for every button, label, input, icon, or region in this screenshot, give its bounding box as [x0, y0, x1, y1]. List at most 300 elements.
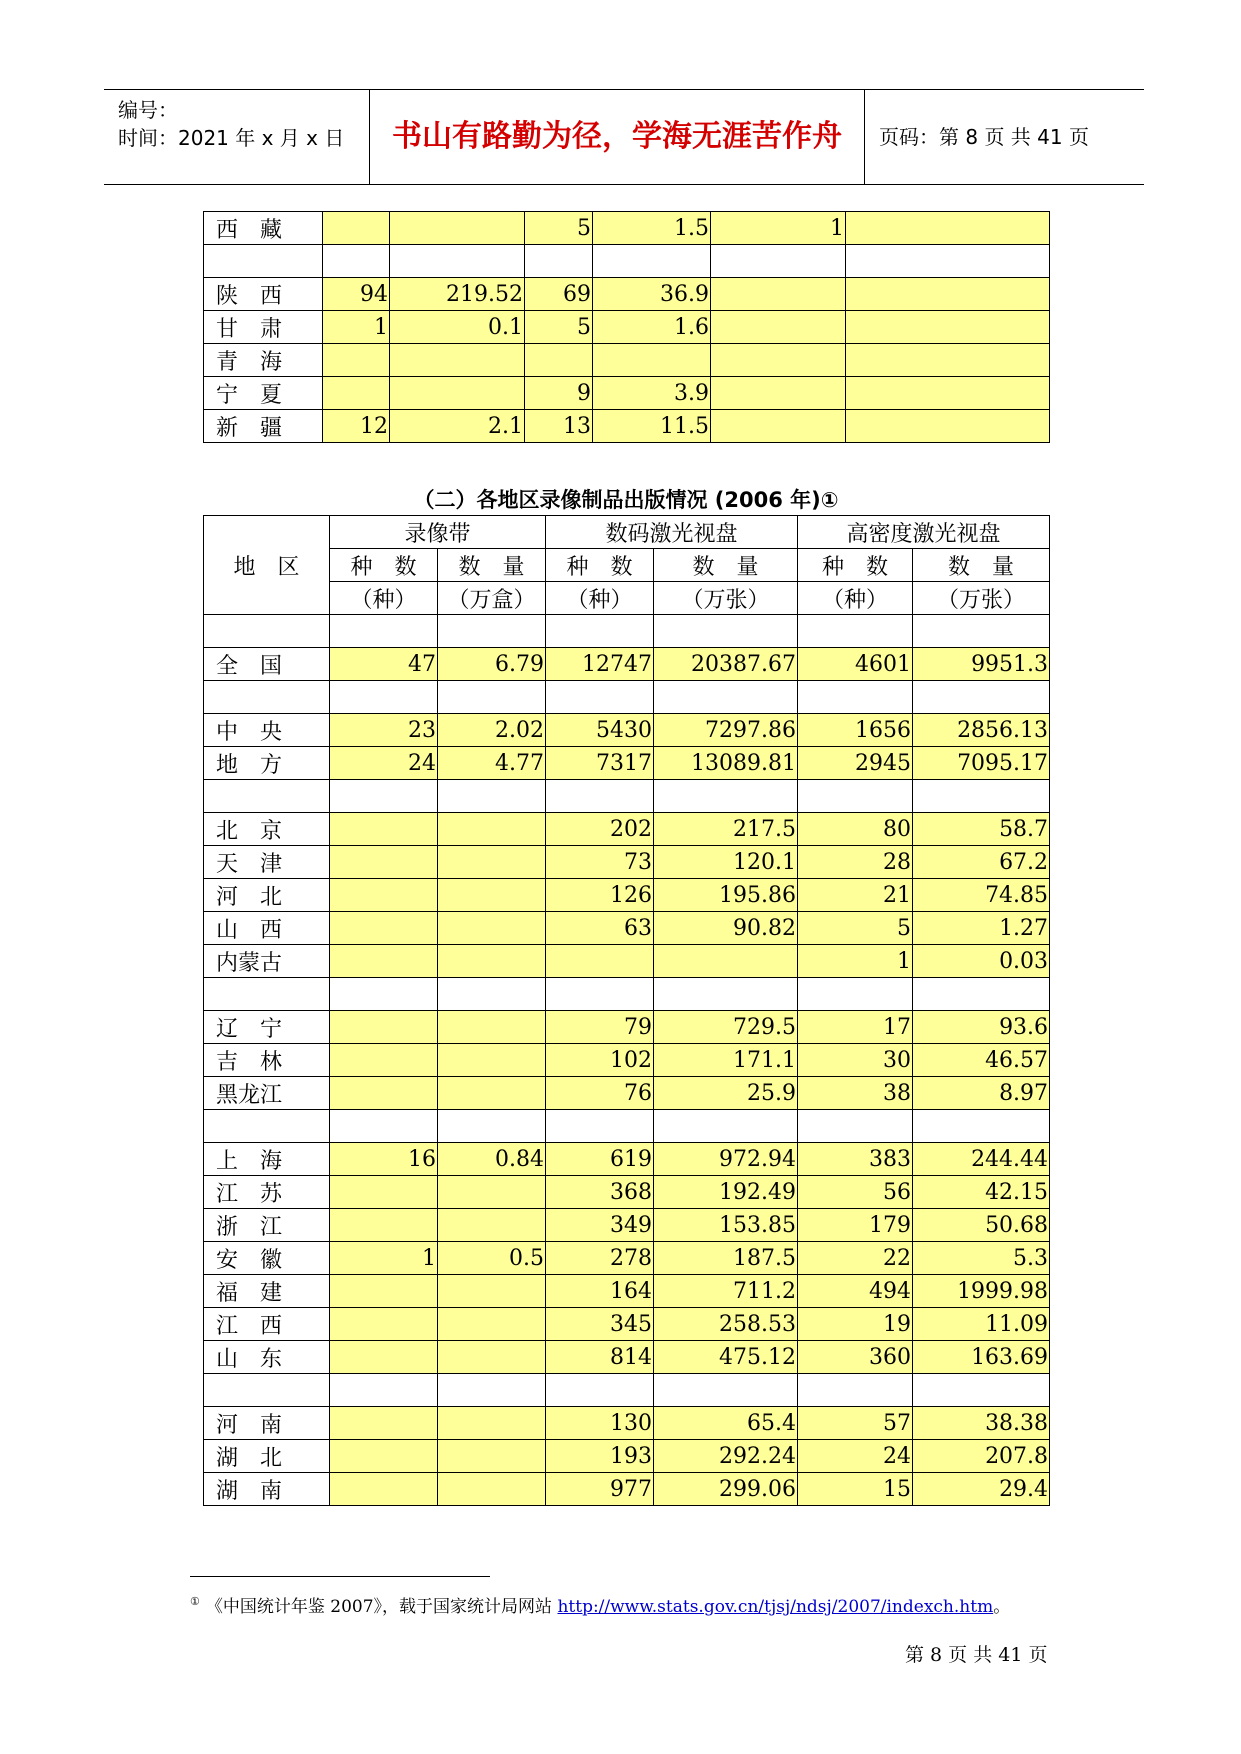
- value-cell: [654, 1110, 798, 1143]
- region-cell: 安 徽: [204, 1242, 330, 1275]
- value-cell: 814: [546, 1341, 654, 1374]
- footnote-tail: 。: [993, 1597, 1011, 1617]
- table-row: [204, 311, 1050, 344]
- value-cell: 2945: [798, 747, 913, 780]
- value-cell: [546, 615, 654, 648]
- region-cell: 全 国: [204, 648, 330, 681]
- value-cell: [525, 344, 593, 377]
- value-cell: 1656: [798, 714, 913, 747]
- value-cell: [798, 681, 913, 714]
- value-cell: [846, 410, 1050, 443]
- value-cell: [438, 1440, 546, 1473]
- value-cell: 24: [330, 747, 438, 780]
- table-row: [204, 1110, 1050, 1143]
- region-cell: [204, 780, 330, 813]
- value-cell: 7297.86: [654, 714, 798, 747]
- value-cell: 3.9: [593, 377, 711, 410]
- value-cell: 1: [330, 1242, 438, 1275]
- unit-header: （种）: [546, 582, 654, 615]
- value-cell: [798, 1110, 913, 1143]
- value-cell: 38.38: [913, 1407, 1050, 1440]
- footnote: [190, 1592, 1010, 1617]
- table-row: [204, 1407, 1050, 1440]
- group-header: 数码激光视盘: [546, 516, 798, 549]
- unit-header: （种）: [798, 582, 913, 615]
- value-cell: 13: [525, 410, 593, 443]
- value-cell: 57: [798, 1407, 913, 1440]
- region-cell: [204, 978, 330, 1011]
- value-cell: [438, 978, 546, 1011]
- value-cell: [330, 1440, 438, 1473]
- value-cell: 6.79: [438, 648, 546, 681]
- table-row: [204, 648, 1050, 681]
- value-cell: 7317: [546, 747, 654, 780]
- value-cell: [330, 615, 438, 648]
- value-cell: 164: [546, 1275, 654, 1308]
- value-cell: 1: [798, 945, 913, 978]
- page-footer: 第 8 页 共 41 页: [905, 1644, 1048, 1666]
- value-cell: 7095.17: [913, 747, 1050, 780]
- region-cell: 湖 南: [204, 1473, 330, 1506]
- value-cell: 711.2: [654, 1275, 798, 1308]
- value-cell: 56: [798, 1176, 913, 1209]
- region-cell: 福 建: [204, 1275, 330, 1308]
- group-header: 录像带: [330, 516, 546, 549]
- value-cell: [546, 1374, 654, 1407]
- value-cell: [330, 1176, 438, 1209]
- value-cell: 278: [546, 1242, 654, 1275]
- value-cell: 24: [798, 1440, 913, 1473]
- value-cell: [546, 945, 654, 978]
- region-cell: 中 央: [204, 714, 330, 747]
- table-row: [204, 278, 1050, 311]
- region-cell: 江 西: [204, 1308, 330, 1341]
- table-row: [204, 1308, 1050, 1341]
- table-row: [204, 1209, 1050, 1242]
- value-cell: [330, 1407, 438, 1440]
- region-cell: 西 藏: [204, 212, 323, 245]
- region-cell: 吉 林: [204, 1044, 330, 1077]
- value-cell: [438, 1110, 546, 1143]
- value-cell: 22: [798, 1242, 913, 1275]
- value-cell: 349: [546, 1209, 654, 1242]
- table-row: [204, 1044, 1050, 1077]
- region-cell: 山 东: [204, 1341, 330, 1374]
- value-cell: [913, 1110, 1050, 1143]
- table-row: [204, 1440, 1050, 1473]
- table-row: [204, 212, 1050, 245]
- value-cell: [330, 846, 438, 879]
- value-cell: 345: [546, 1308, 654, 1341]
- footnote-divider: [190, 1576, 490, 1577]
- region-cell: 山 西: [204, 912, 330, 945]
- value-cell: 76: [546, 1077, 654, 1110]
- value-cell: [546, 681, 654, 714]
- region-cell: [204, 1110, 330, 1143]
- value-cell: 258.53: [654, 1308, 798, 1341]
- value-cell: 58.7: [913, 813, 1050, 846]
- value-cell: 16: [330, 1143, 438, 1176]
- value-cell: [438, 780, 546, 813]
- value-cell: [438, 945, 546, 978]
- value-cell: [438, 813, 546, 846]
- region-cell: [204, 681, 330, 714]
- value-cell: 73: [546, 846, 654, 879]
- value-cell: 153.85: [654, 1209, 798, 1242]
- table-row: [204, 879, 1050, 912]
- value-cell: [525, 245, 593, 278]
- value-cell: [846, 212, 1050, 245]
- value-cell: 0.1: [390, 311, 525, 344]
- value-cell: 163.69: [913, 1341, 1050, 1374]
- value-cell: [798, 615, 913, 648]
- table-row: [204, 978, 1050, 1011]
- value-cell: 47: [330, 648, 438, 681]
- value-cell: 1999.98: [913, 1275, 1050, 1308]
- value-cell: 1.27: [913, 912, 1050, 945]
- value-cell: [330, 1209, 438, 1242]
- value-cell: 120.1: [654, 846, 798, 879]
- footnote-link[interactable]: http://www.stats.gov.cn/tjsj/ndsj/2007/indexch.htm: [557, 1597, 994, 1617]
- region-cell: [204, 1374, 330, 1407]
- value-cell: [798, 780, 913, 813]
- value-cell: [846, 278, 1050, 311]
- value-cell: 42.15: [913, 1176, 1050, 1209]
- value-cell: 5.3: [913, 1242, 1050, 1275]
- region-cell: 黑龙江: [204, 1077, 330, 1110]
- table-row: [204, 1077, 1050, 1110]
- value-cell: 972.94: [654, 1143, 798, 1176]
- value-cell: 36.9: [593, 278, 711, 311]
- region-cell: 地 方: [204, 747, 330, 780]
- value-cell: [390, 377, 525, 410]
- value-cell: 67.2: [913, 846, 1050, 879]
- value-cell: 38: [798, 1077, 913, 1110]
- value-cell: 195.86: [654, 879, 798, 912]
- value-cell: 193: [546, 1440, 654, 1473]
- value-cell: [323, 377, 390, 410]
- value-cell: 729.5: [654, 1011, 798, 1044]
- value-cell: 1: [323, 311, 390, 344]
- value-cell: 2.1: [390, 410, 525, 443]
- value-cell: [330, 1077, 438, 1110]
- unit-header: （种）: [330, 582, 438, 615]
- table-row: [204, 813, 1050, 846]
- region-cell: 内蒙古: [204, 945, 330, 978]
- value-cell: [913, 1374, 1050, 1407]
- value-cell: [593, 245, 711, 278]
- table-row: [204, 1374, 1050, 1407]
- region-cell: 上 海: [204, 1143, 330, 1176]
- value-cell: 30: [798, 1044, 913, 1077]
- value-cell: 8.97: [913, 1077, 1050, 1110]
- value-cell: [846, 377, 1050, 410]
- value-cell: [798, 978, 913, 1011]
- value-cell: 5: [798, 912, 913, 945]
- table-row: [204, 615, 1050, 648]
- region-cell: 辽 宁: [204, 1011, 330, 1044]
- value-cell: [390, 344, 525, 377]
- value-cell: [330, 1275, 438, 1308]
- value-cell: 74.85: [913, 879, 1050, 912]
- value-cell: [330, 1374, 438, 1407]
- value-cell: 93.6: [913, 1011, 1050, 1044]
- value-cell: 187.5: [654, 1242, 798, 1275]
- region-header: 地 区: [204, 516, 330, 615]
- value-cell: 179: [798, 1209, 913, 1242]
- region-cell: 浙 江: [204, 1209, 330, 1242]
- value-cell: 383: [798, 1143, 913, 1176]
- value-cell: 9: [525, 377, 593, 410]
- value-cell: 1: [711, 212, 846, 245]
- value-cell: 65.4: [654, 1407, 798, 1440]
- value-cell: 4.77: [438, 747, 546, 780]
- value-cell: [438, 1044, 546, 1077]
- region-cell: 宁 夏: [204, 377, 323, 410]
- table-row: [204, 681, 1050, 714]
- value-cell: [438, 1308, 546, 1341]
- value-cell: [654, 1374, 798, 1407]
- table-row: [204, 912, 1050, 945]
- value-cell: 11.5: [593, 410, 711, 443]
- value-cell: 126: [546, 879, 654, 912]
- value-cell: 1.5: [593, 212, 711, 245]
- footnote-text: 《中国统计年鉴 2007》，载于国家统计局网站: [205, 1597, 558, 1617]
- value-cell: [654, 681, 798, 714]
- time-label: 时间：2021 年 x 月 x 日: [118, 126, 345, 150]
- value-cell: [323, 344, 390, 377]
- region-cell: 河 北: [204, 879, 330, 912]
- value-cell: [323, 212, 390, 245]
- value-cell: [654, 978, 798, 1011]
- table-row: [204, 1011, 1050, 1044]
- table-regions-continued: [203, 211, 1050, 443]
- value-cell: 69: [525, 278, 593, 311]
- value-cell: [330, 813, 438, 846]
- region-cell: 江 苏: [204, 1176, 330, 1209]
- region-cell: [204, 245, 323, 278]
- table-row: [204, 945, 1050, 978]
- value-cell: [913, 978, 1050, 1011]
- value-cell: 4601: [798, 648, 913, 681]
- value-cell: [913, 615, 1050, 648]
- value-cell: [846, 311, 1050, 344]
- group-header: 高密度激光视盘: [798, 516, 1050, 549]
- value-cell: [438, 1011, 546, 1044]
- value-cell: 619: [546, 1143, 654, 1176]
- value-cell: 219.52: [390, 278, 525, 311]
- value-cell: [711, 377, 846, 410]
- value-cell: 368: [546, 1176, 654, 1209]
- region-cell: 河 南: [204, 1407, 330, 1440]
- value-cell: [711, 410, 846, 443]
- value-cell: 11.09: [913, 1308, 1050, 1341]
- region-cell: 甘 肃: [204, 311, 323, 344]
- value-cell: 475.12: [654, 1341, 798, 1374]
- value-cell: 1.6: [593, 311, 711, 344]
- value-cell: [546, 1110, 654, 1143]
- value-cell: 94: [323, 278, 390, 311]
- value-cell: [438, 615, 546, 648]
- table-row: [204, 1176, 1050, 1209]
- value-cell: 977: [546, 1473, 654, 1506]
- value-cell: [593, 344, 711, 377]
- value-cell: 202: [546, 813, 654, 846]
- value-cell: [438, 912, 546, 945]
- value-cell: 360: [798, 1341, 913, 1374]
- value-cell: [438, 1473, 546, 1506]
- value-cell: 12747: [546, 648, 654, 681]
- value-cell: [846, 344, 1050, 377]
- value-cell: [438, 1275, 546, 1308]
- sub-header: 种 数: [798, 549, 913, 582]
- value-cell: [913, 780, 1050, 813]
- value-cell: 15: [798, 1473, 913, 1506]
- value-cell: 0.5: [438, 1242, 546, 1275]
- table-row: [204, 410, 1050, 443]
- sub-header: 数 量: [913, 549, 1050, 582]
- value-cell: 0.03: [913, 945, 1050, 978]
- header-motto: 书山有路勤为径，学海无涯苦作舟: [369, 90, 865, 184]
- header-page-label: 页码：第 8 页 共 41 页: [879, 125, 1089, 149]
- value-cell: [438, 1407, 546, 1440]
- table-row: [204, 344, 1050, 377]
- value-cell: [330, 978, 438, 1011]
- unit-header: （万张）: [913, 582, 1050, 615]
- value-cell: [390, 212, 525, 245]
- table-row: [204, 780, 1050, 813]
- value-cell: [438, 1374, 546, 1407]
- value-cell: [913, 681, 1050, 714]
- sub-header: 数 量: [654, 549, 798, 582]
- value-cell: [438, 1077, 546, 1110]
- value-cell: 299.06: [654, 1473, 798, 1506]
- value-cell: [330, 681, 438, 714]
- value-cell: [654, 945, 798, 978]
- unit-header: （万张）: [654, 582, 798, 615]
- value-cell: 130: [546, 1407, 654, 1440]
- sub-header: 种 数: [330, 549, 438, 582]
- value-cell: [330, 1110, 438, 1143]
- value-cell: [438, 846, 546, 879]
- page-header: [104, 89, 1144, 185]
- value-cell: 25.9: [654, 1077, 798, 1110]
- value-cell: [711, 278, 846, 311]
- footnote-marker: ①: [190, 1595, 200, 1609]
- region-cell: 北 京: [204, 813, 330, 846]
- region-cell: 天 津: [204, 846, 330, 879]
- table-video-publication: [203, 515, 1050, 1506]
- value-cell: 19: [798, 1308, 913, 1341]
- value-cell: [330, 1044, 438, 1077]
- value-cell: [323, 245, 390, 278]
- value-cell: [330, 780, 438, 813]
- value-cell: 28: [798, 846, 913, 879]
- value-cell: [711, 344, 846, 377]
- table-row: [204, 846, 1050, 879]
- value-cell: 29.4: [913, 1473, 1050, 1506]
- value-cell: [798, 1374, 913, 1407]
- value-cell: [546, 978, 654, 1011]
- region-cell: 湖 北: [204, 1440, 330, 1473]
- value-cell: [330, 1011, 438, 1044]
- value-cell: 2856.13: [913, 714, 1050, 747]
- value-cell: [711, 245, 846, 278]
- value-cell: 79: [546, 1011, 654, 1044]
- sub-header: 种 数: [546, 549, 654, 582]
- value-cell: 5430: [546, 714, 654, 747]
- value-cell: [330, 1308, 438, 1341]
- value-cell: [330, 945, 438, 978]
- value-cell: [846, 245, 1050, 278]
- table-row: [204, 1275, 1050, 1308]
- value-cell: [438, 1341, 546, 1374]
- value-cell: 244.44: [913, 1143, 1050, 1176]
- value-cell: 17: [798, 1011, 913, 1044]
- region-cell: 新 疆: [204, 410, 323, 443]
- value-cell: [438, 1209, 546, 1242]
- value-cell: 171.1: [654, 1044, 798, 1077]
- region-cell: 青 海: [204, 344, 323, 377]
- table-row: [204, 747, 1050, 780]
- value-cell: [654, 615, 798, 648]
- value-cell: 9951.3: [913, 648, 1050, 681]
- value-cell: [654, 780, 798, 813]
- value-cell: [438, 681, 546, 714]
- value-cell: 0.84: [438, 1143, 546, 1176]
- value-cell: [438, 1176, 546, 1209]
- value-cell: 494: [798, 1275, 913, 1308]
- table-caption: （二）各地区录像制品出版情况 (2006 年)①: [413, 488, 839, 512]
- value-cell: 217.5: [654, 813, 798, 846]
- value-cell: [711, 311, 846, 344]
- value-cell: 2.02: [438, 714, 546, 747]
- region-cell: [204, 615, 330, 648]
- unit-header: （万盒）: [438, 582, 546, 615]
- value-cell: 207.8: [913, 1440, 1050, 1473]
- value-cell: [330, 1473, 438, 1506]
- value-cell: 63: [546, 912, 654, 945]
- table-row: [204, 377, 1050, 410]
- number-label: 编号：: [118, 98, 178, 122]
- value-cell: [546, 780, 654, 813]
- table-row: [204, 1341, 1050, 1374]
- value-cell: 80: [798, 813, 913, 846]
- region-cell: 陕 西: [204, 278, 323, 311]
- value-cell: 23: [330, 714, 438, 747]
- header-meta: [104, 90, 369, 184]
- value-cell: 292.24: [654, 1440, 798, 1473]
- table-row: [204, 1473, 1050, 1506]
- value-cell: 5: [525, 212, 593, 245]
- table-row: [204, 245, 1050, 278]
- value-cell: 46.57: [913, 1044, 1050, 1077]
- table-row: [204, 1242, 1050, 1275]
- value-cell: [330, 879, 438, 912]
- value-cell: 90.82: [654, 912, 798, 945]
- value-cell: 102: [546, 1044, 654, 1077]
- table-row: [204, 714, 1050, 747]
- value-cell: 12: [323, 410, 390, 443]
- value-cell: 5: [525, 311, 593, 344]
- sub-header: 数 量: [438, 549, 546, 582]
- value-cell: [330, 912, 438, 945]
- value-cell: 192.49: [654, 1176, 798, 1209]
- value-cell: [390, 245, 525, 278]
- value-cell: 20387.67: [654, 648, 798, 681]
- value-cell: [330, 1341, 438, 1374]
- value-cell: 13089.81: [654, 747, 798, 780]
